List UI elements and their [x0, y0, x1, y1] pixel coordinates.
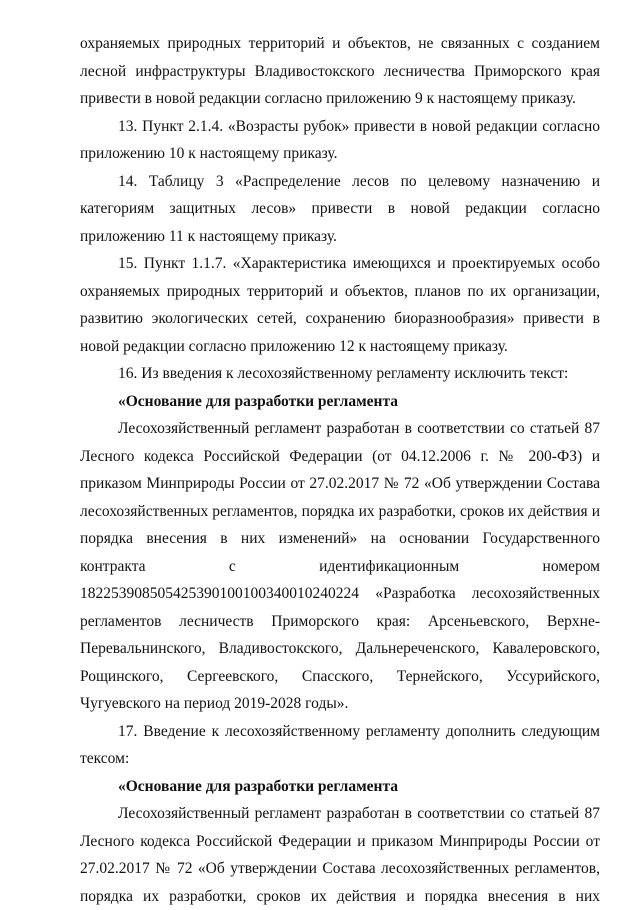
paragraph-added-text: Лесохозяйственный регламент разработан в соответствии со статьей 87 Лесного кодекса Российской Федерации и приказом Минприроды России от 27.02.2017 № 72 «Об утверждении Состава лесохозяйственных регламентов, порядка их разработки, сроков их действия и порядка внесения в них: [80, 805, 600, 905]
paragraph-item-14: 14. Таблицу 3 «Распределение лесов по целевому назначению и категориям защитных лесов» привести в новой редакции согласно приложению 11 к настоящему приказу.: [80, 172, 600, 245]
paragraph-item-16: 16. Из введения к лесохозяйственному регламенту исключить текст:: [118, 365, 569, 382]
paragraph-item-17: 17. Введение к лесохозяйственному регламенту дополнить следующим тексом:: [80, 722, 600, 767]
paragraph-item-13: 13. Пункт 2.1.4. «Возрасты рубок» привести в новой редакции согласно приложению 10 к настоящему приказу.: [80, 117, 600, 162]
paragraph-removed-text: Лесохозяйственный регламент разработан в соответствии со статьей 87 Лесного кодекса Российской Федерации (от 04.12.2006 г. № 200-ФЗ) и приказом Минприроды России от 27.02.2017 № 72 «Об утверждении Состава лесохозяйственных регламентов, порядка их разработки, сроков их действия и порядка внесения в них изменений» на основании Государственного контракта с идентификационным номером 182253908505425390100100340010240224 «Разработка лесохозяйственных регламентов лесничеств Приморского края: Арсеньевского, Верхне-Перевальнинского, Владивостокского, Дальнереченского, Кавалеровского, Рощинского, Сергеевского, Спасского, Тернейского, Уссурийского, Чугуевского на период 2019-2028 годы».: [80, 420, 600, 712]
paragraph-continuation: охраняемых природных территорий и объектов, не связанных с созданием лесной инфраструктуры Владивостокского лесничества Приморского края привести в новой редакции согласно приложению 9 к настоящему приказу.: [80, 35, 600, 107]
section-heading-removed: «Основание для разработки регламента: [118, 392, 399, 410]
paragraph-item-15: 15. Пункт 1.1.7. «Характеристика имеющихся и проектируемых особо охраняемых природных территорий и объектов, планов по их организации, развитию экологических сетей, сохранению биоразнообразия» привести в новой редакции согласно приложению 12 к настоящему приказу.: [80, 255, 600, 355]
section-heading-added: «Основание для разработки регламента: [118, 777, 399, 795]
